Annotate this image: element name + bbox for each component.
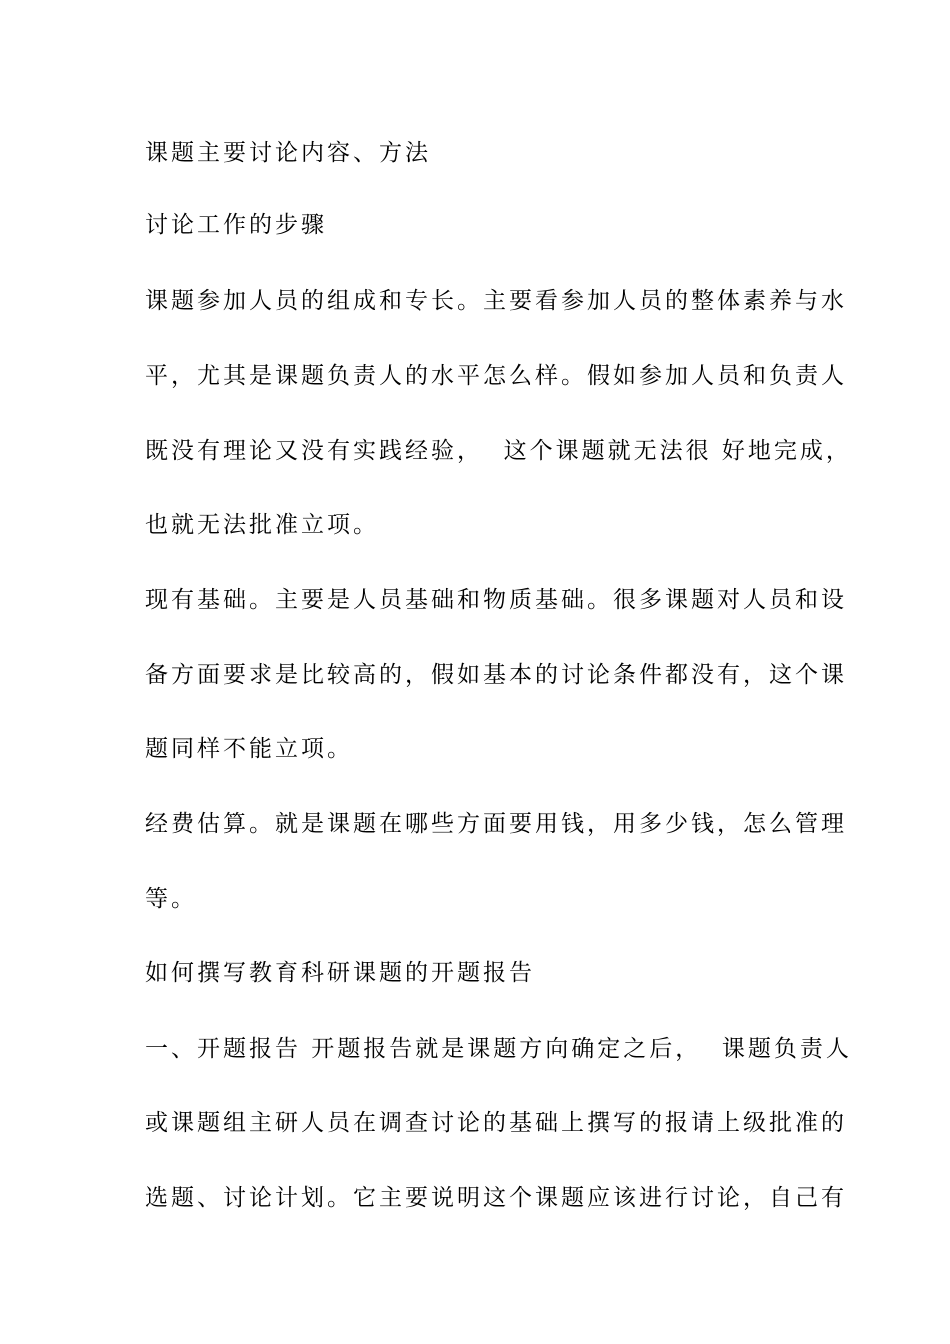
paragraph-line: 也就无法批准立项。 xyxy=(145,512,379,538)
paragraph-line: 或课题组主研人员在调查讨论的基础上撰写的报请上级批准的 xyxy=(145,1110,847,1136)
paragraph-line: 现有基础。主要是人员基础和物质基础。很多课题对人员和设 xyxy=(145,587,847,613)
paragraph-line: 等。 xyxy=(145,886,197,912)
paragraph-line: 题同样不能立项。 xyxy=(145,736,353,762)
paragraph-line: 经费估算。就是课题在哪些方面要用钱，用多少钱，怎么管理 xyxy=(145,811,847,837)
section-heading: 课题主要讨论内容、方法 xyxy=(145,140,431,166)
section-heading: 讨论工作的步骤 xyxy=(145,212,327,238)
paragraph-line: 一、开题报告 开题报告就是课题方向确定之后， 课题负责人 xyxy=(145,1036,852,1062)
section-heading: 如何撰写教育科研课题的开题报告 xyxy=(145,960,535,986)
paragraph-line: 选题、讨论计划。它主要说明这个课题应该进行讨论，自己有 xyxy=(145,1185,847,1211)
paragraph-line: 平，尤其是课题负责人的水平怎么样。假如参加人员和负责人 xyxy=(145,363,847,389)
paragraph-line: 备方面要求是比较高的，假如基本的讨论条件都没有，这个课 xyxy=(145,662,847,688)
paragraph-line: 课题参加人员的组成和专长。主要看参加人员的整体素养与水 xyxy=(145,288,847,314)
paragraph-line: 既没有理论又没有实践经验， 这个课题就无法很 好地完成， xyxy=(145,438,852,464)
